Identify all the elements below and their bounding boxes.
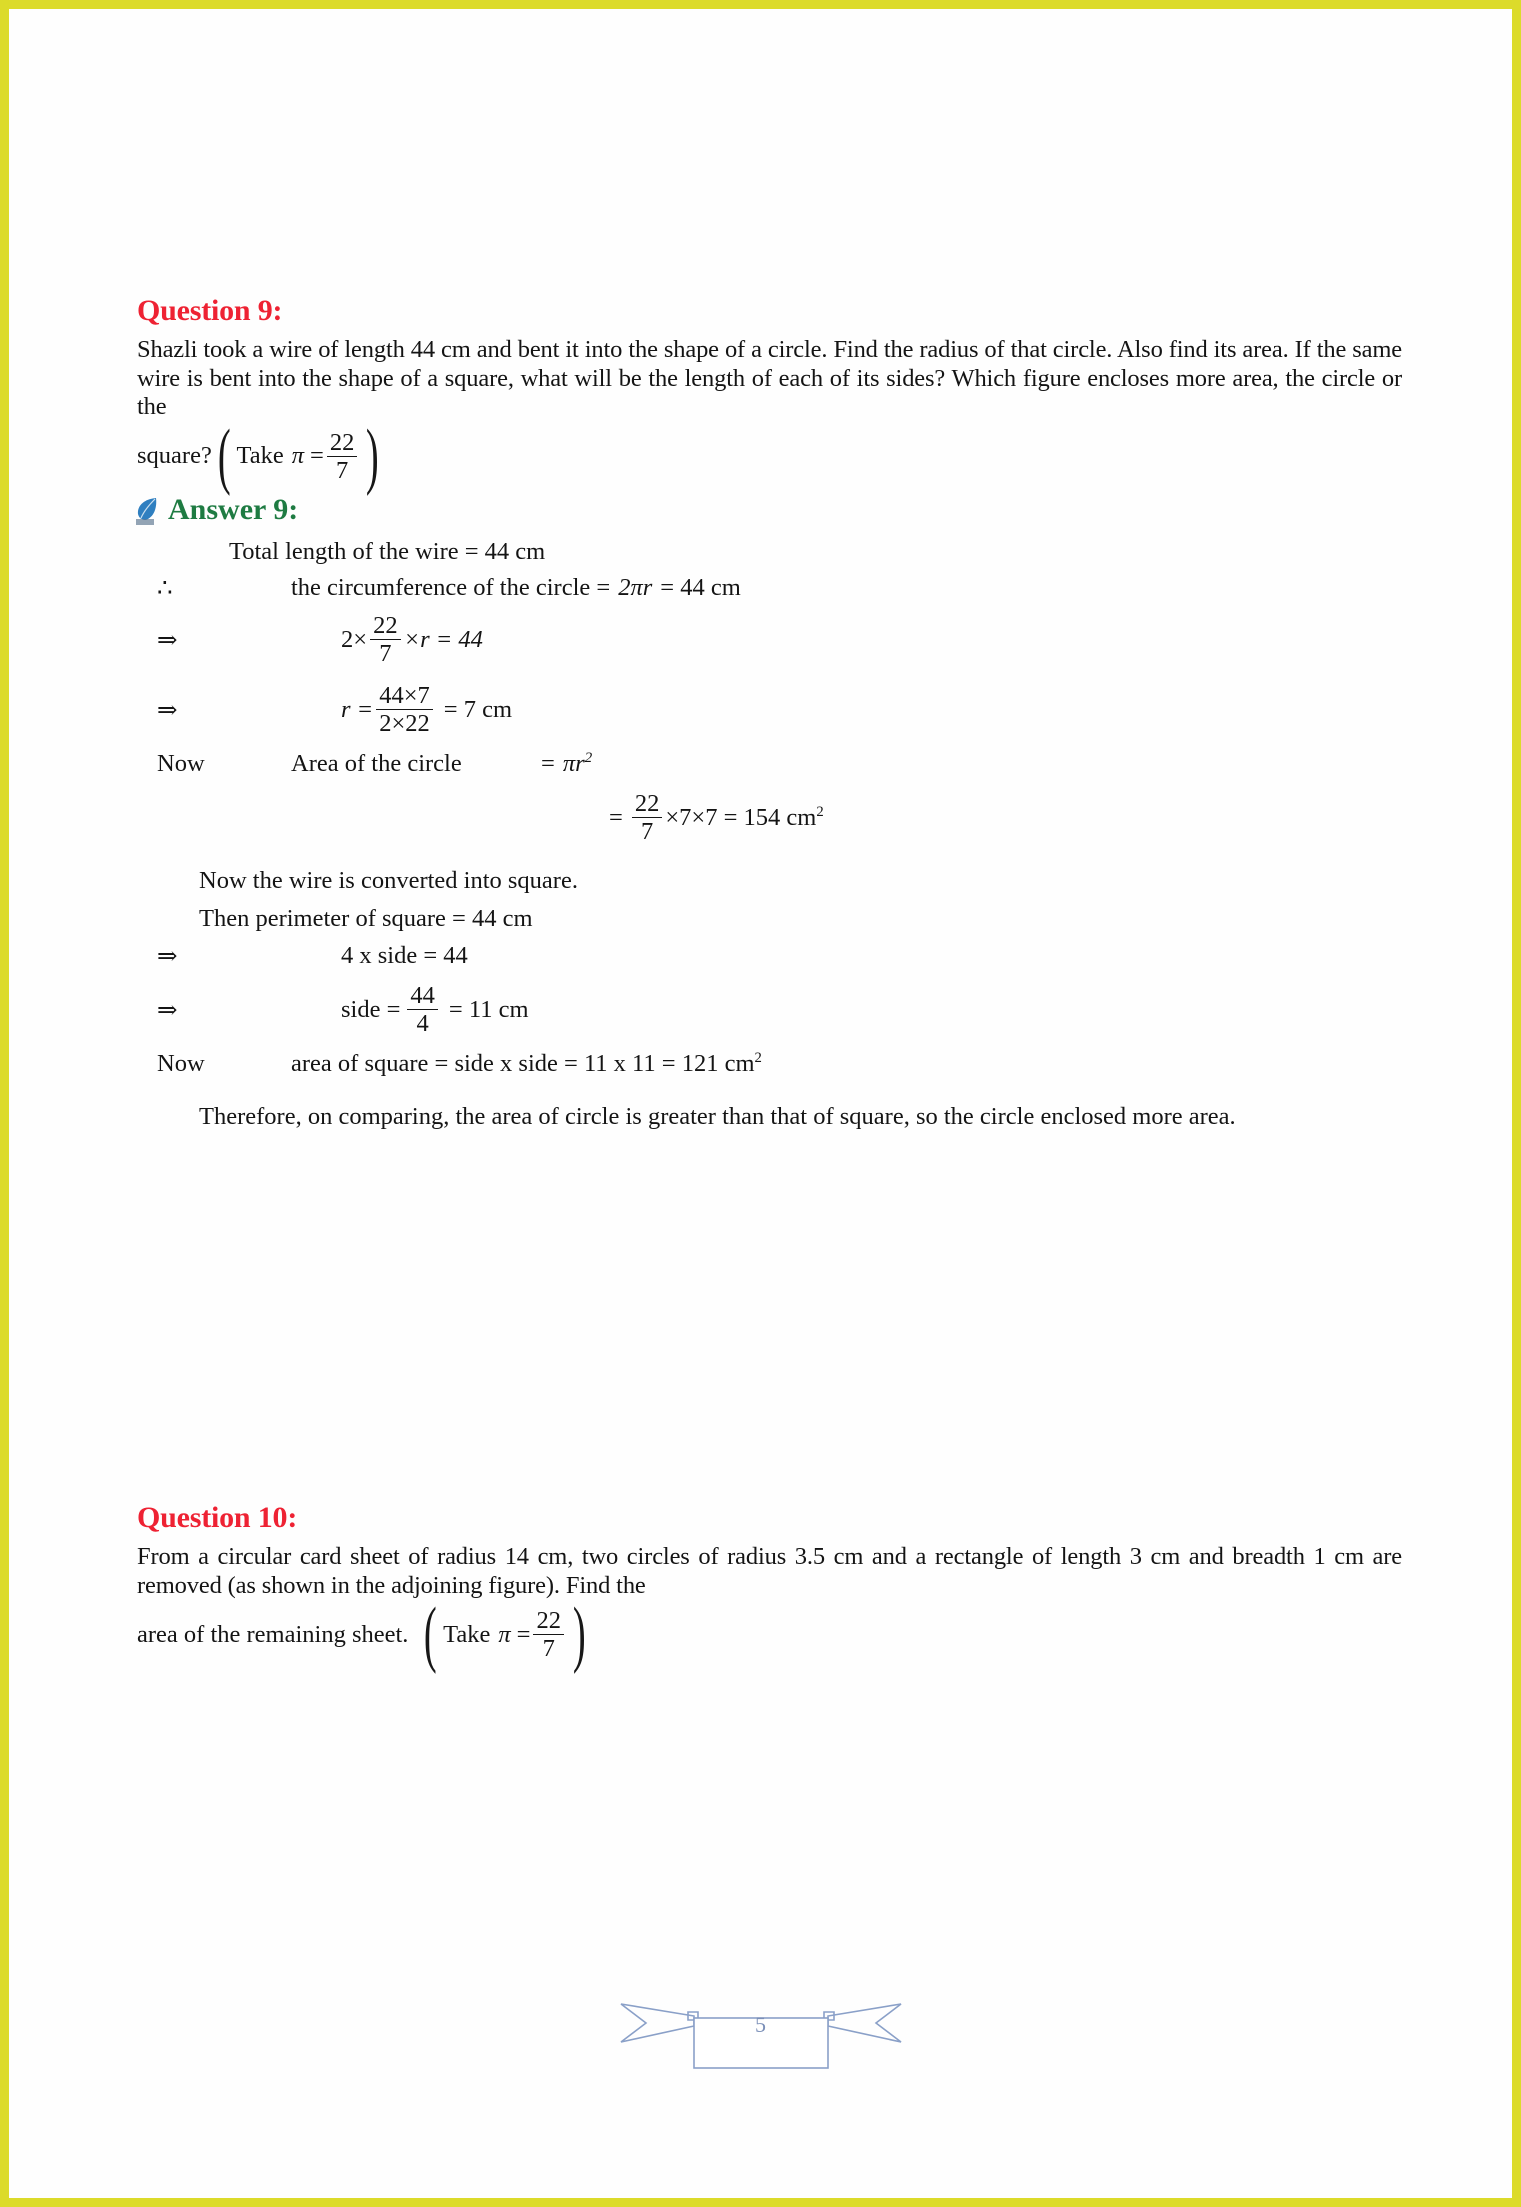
left-paren-q10: ( [424,1592,438,1675]
pi-numerator: 22 [327,430,358,457]
now-label-2: Now [157,1049,205,1077]
step1-fraction [370,613,401,666]
implies-symbol-1: ⇒ [157,626,178,654]
solution-line-circumference [137,571,1402,605]
area-circle-label: Area of the circle [291,749,462,777]
step2-fraction [376,683,433,736]
area-value-numerator: 22 [632,791,663,818]
step4-tail: = 11 cm [448,995,529,1023]
solution-area-circle-value-row [137,783,1402,853]
solution-area-square-row [137,1047,1402,1081]
question-9-tail-word: square? [137,442,212,470]
question-9-section [137,294,1402,1132]
pi-denominator: 7 [335,456,349,484]
right-paren-q10: ) [572,1592,586,1675]
right-paren: ) [366,414,380,497]
spacer [137,855,1402,865]
line-perimeter-square: Then perimeter of square = 44 cm [199,904,533,932]
step3-text: 4 x side = 44 [341,941,468,969]
leaf-icon [134,496,162,526]
page-content-area [9,9,1512,2198]
answer-9-heading: Answer 9: [168,492,299,526]
solution-step-2 [137,675,1402,745]
step1-denominator: 7 [379,640,392,668]
therefore-symbol: ∴ [157,574,173,602]
circumference-value: = 44 cm [660,573,741,601]
question-9-heading: Question 9: [137,294,283,327]
step1-tail: ×r = 44 [403,625,483,653]
page-number: 5 [755,2012,766,2037]
area-square-text: area of square = side x side = 11 x 11 = 121 $cm^2$ [291,1049,762,1077]
page-number-ribbon [616,1964,906,2074]
solution-area-circle-label-row [137,747,1402,781]
question-9-text: Shazli took a wire of length 44 cm and bent it into the shape of a circle. Find the radius of that circle. Also find its area. If the same wire is bent into the shape of a square, what will be the length of each of its sides? Which figure encloses more area, the circle or the [137,336,1402,421]
implies-symbol-3: ⇒ [157,942,178,970]
step2-numerator: 44×7 [376,683,433,710]
step1-numerator: 22 [370,613,401,640]
solution-line-total [137,535,1402,569]
step4-numerator: 44 [407,983,438,1010]
step2-denominator: 2×22 [379,710,430,738]
question-10-tail-text: area of the remaining sheet. [137,1620,409,1648]
area-value-denominator: 7 [640,818,654,846]
area-circle-expression: $\pi r^2$ [562,749,593,778]
equals-sign: = [310,442,324,470]
solution-step-3 [137,939,1402,973]
total-length-text: Total length of the wire = 44 cm [229,537,546,565]
step2-tail: = 7 cm [443,695,513,723]
answer-9-solution [137,535,1402,1133]
step1-lead: 2× [341,625,368,653]
pi-fraction [327,430,358,483]
equals-sign-q10: = [516,1620,531,1648]
area-value-tail: ×7×7 = 154 $cm^2$ [665,803,824,832]
pi-symbol-q10: π [498,1620,511,1648]
question-10-text: From a circular card sheet of radius 14 cm, two circles of radius 3.5 cm and a rectangle of length 3 cm and breadth 1 cm are removed (as shown in the adjoining figure). Find the [137,1543,1402,1599]
step2-lead: r = [341,695,374,723]
area-circle-equals: = [541,749,555,777]
implies-symbol-4: ⇒ [157,996,178,1024]
take-pi-expression [236,430,360,483]
pi-denominator-q10: 7 [542,1635,555,1663]
line-converted-to-square: Now the wire is converted into square. [199,866,578,894]
question-9-pi-note [137,414,1402,497]
take-pi-expression-q10 [443,1608,567,1661]
step4-denominator: 4 [416,1010,429,1038]
left-paren: ( [217,414,231,497]
pi-numerator-q10: 22 [533,1608,564,1635]
circumference-label: the circumference of the circle = [291,573,611,601]
question-10-heading: Question 10: [137,1501,298,1534]
step4-lead: side = [341,995,401,1023]
pi-symbol: π [291,442,305,470]
take-label: Take [236,442,284,470]
now-label-1: Now [157,749,205,777]
area-value-fraction [632,791,663,844]
answer-9-conclusion: Therefore, on comparing, the area of circle is greater than that of square, so the circle enclosed more area. [199,1102,1236,1130]
take-label-q10: Take [443,1620,491,1648]
question-10-pi-note [137,1592,1402,1675]
circumference-expression: 2πr [618,573,653,601]
solution-step-4 [137,975,1402,1045]
pi-fraction-q10 [533,1608,564,1661]
step4-fraction [407,983,438,1036]
answer-9-heading-row [134,492,1402,526]
implies-symbol-2: ⇒ [157,696,178,724]
question-10-section [137,1501,1402,1675]
area-value-lead: = [609,803,623,831]
solution-step-1 [137,607,1402,673]
